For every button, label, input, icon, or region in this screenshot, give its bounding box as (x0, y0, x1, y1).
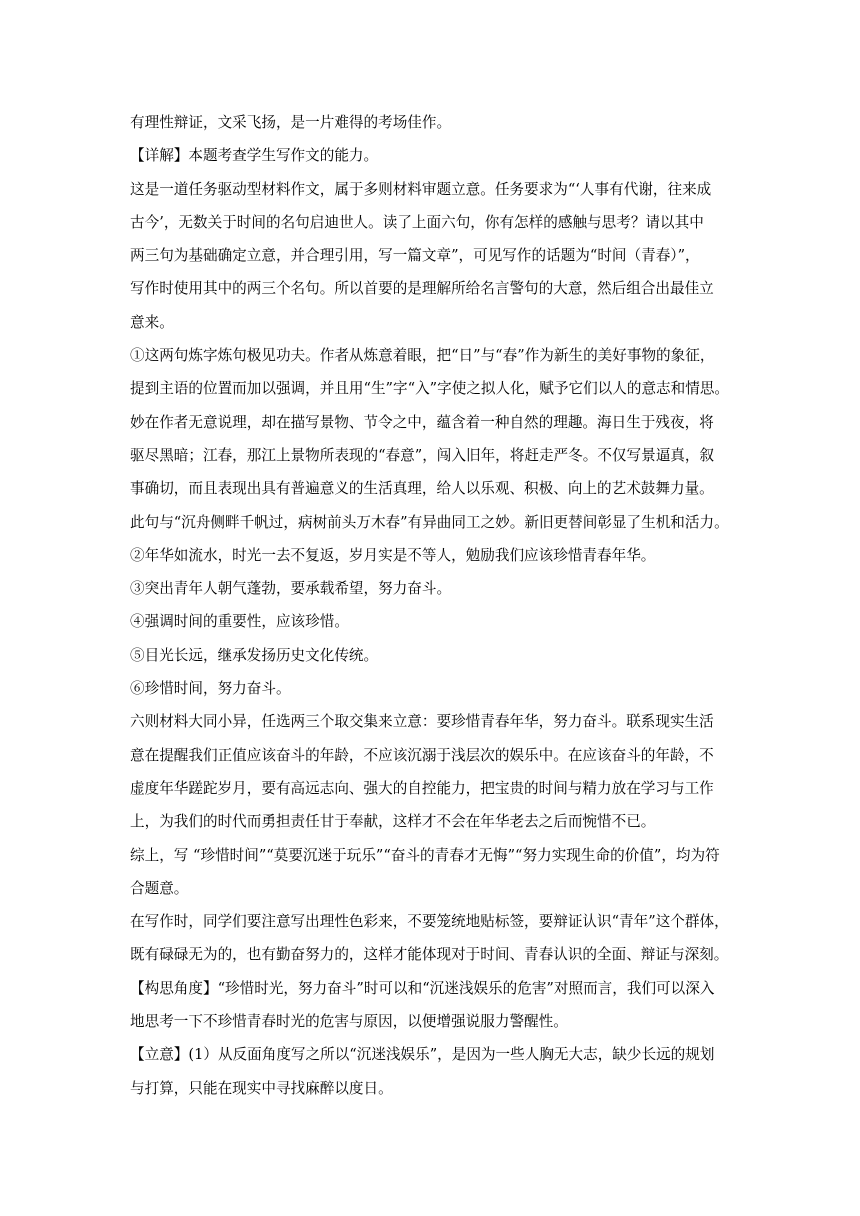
text-line: 地思考一下不珍惜青春时光的危害与原因，以便增强说服力警醒性。 (130, 1013, 568, 1031)
text-line: 意在提醒我们正值应该奋斗的年龄，不应该沉溺于浅层次的娱乐中。在应该奋斗的年龄，不 (130, 746, 714, 764)
text-line: 这是一道任务驱动型材料作文，属于多则材料审题立意。任务要求为“‘人事有代谢，往来成 (130, 180, 712, 198)
text-line: ④强调时间的重要性，应该珍惜。 (130, 613, 349, 631)
text-line: ③突出青年人朝气蓬勃，要承载希望，努力奋斗。 (130, 580, 452, 598)
text-line: 综上，写 “珍惜时间”“莫要沉迷于玩乐”“奋斗的青春才无悔”“努力实现生命的价值”，均为符 (130, 846, 720, 864)
text-line: 【详解】本题考查学生写作文的能力。 (130, 147, 379, 165)
text-line: 既有碌碌无为的，也有勤奋努力的，这样才能体现对于时间、青春认识的全面、辩证与深刻。 (130, 946, 729, 964)
text-line: 【构思角度】“珍惜时光，努力奋斗”时可以和“沉迷浅娱乐的危害”对照而言，我们可以深入 (130, 979, 715, 997)
text-line: 此句与“沉舟侧畔千帆过，病树前头万木春”有异曲同工之妙。新旧更替间彰显了生机和活力。 (130, 513, 729, 531)
text-line: ⑤目光长远，继承发扬历史文化传统。 (130, 646, 379, 664)
text-line: 在写作时，同学们要注意写出理性色彩来，不要笼统地贴标签，要辩证认识“青年”这个群体， (130, 913, 729, 931)
text-line: 事确切，而且表现出具有普遍意义的生活真理，给人以乐观、积极、向上的艺术鼓舞力量。 (130, 480, 714, 498)
text-line: 有理性辩证，文采飞扬，是一片难得的考场佳作。 (130, 114, 452, 131)
text-line: ⑥珍惜时间，努力奋斗。 (130, 680, 291, 698)
text-line: ①这两句炼字炼句极见功夫。作者从炼意着眼，把“日”与“春”作为新生的美好事物的象征， (130, 347, 715, 365)
text-line: 古今’，无数关于时间的名句启迪世人。读了上面六句，你有怎样的感触与思考？请以其中 (130, 213, 704, 231)
text-line: 妙在作者无意说理，却在描写景物、节令之中，蕴含着一种自然的理趣。海日生于残夜，将 (130, 413, 714, 431)
text-line: 上，为我们的时代而勇担责任甘于奉献，这样才不会在年华老去之后而惋惜不已。 (130, 813, 656, 831)
text-line: 意来。 (130, 313, 174, 331)
document-body (130, 106, 730, 1105)
text-line: 六则材料大同小异，任选两三个取交集来立意：要珍惜青春年华，努力奋斗。联系现实生活 (130, 713, 714, 731)
text-line: 写作时使用其中的两三个名句。所以首要的是理解所给名言警句的大意，然后组合出最佳立 (130, 280, 714, 298)
text-line: 两三句为基础确定立意，并合理引用，写一篇文章”，可见写作的话题为“时间（青春）”， (130, 247, 700, 265)
text-line: 合题意。 (130, 879, 189, 897)
text-line: ②年华如流水，时光一去不复返，岁月实是不等人，勉励我们应该珍惜青春年华。 (130, 546, 656, 564)
text-line: 与打算，只能在现实中寻找麻醉以度日。 (130, 1079, 393, 1097)
text-line: 驱尽黑暗；江春，那江上景物所表现的“春意”，闯入旧年，将赶走严冬。不仅写景逼真，叙 (130, 446, 715, 464)
text-line: 【立意】(1）从反面角度写之所以“沉迷浅娱乐”，是因为一些人胸无大志，缺少长远的规划 (130, 1046, 715, 1064)
text-line: 提到主语的位置而加以强调，并且用“生”字“入”字使之拟人化，赋予它们以人的意志和情思。 (130, 380, 730, 398)
text-line: 虚度年华蹉跎岁月，要有高远志向、强大的自控能力，把宝贵的时间与精力放在学习与工作 (130, 779, 714, 797)
